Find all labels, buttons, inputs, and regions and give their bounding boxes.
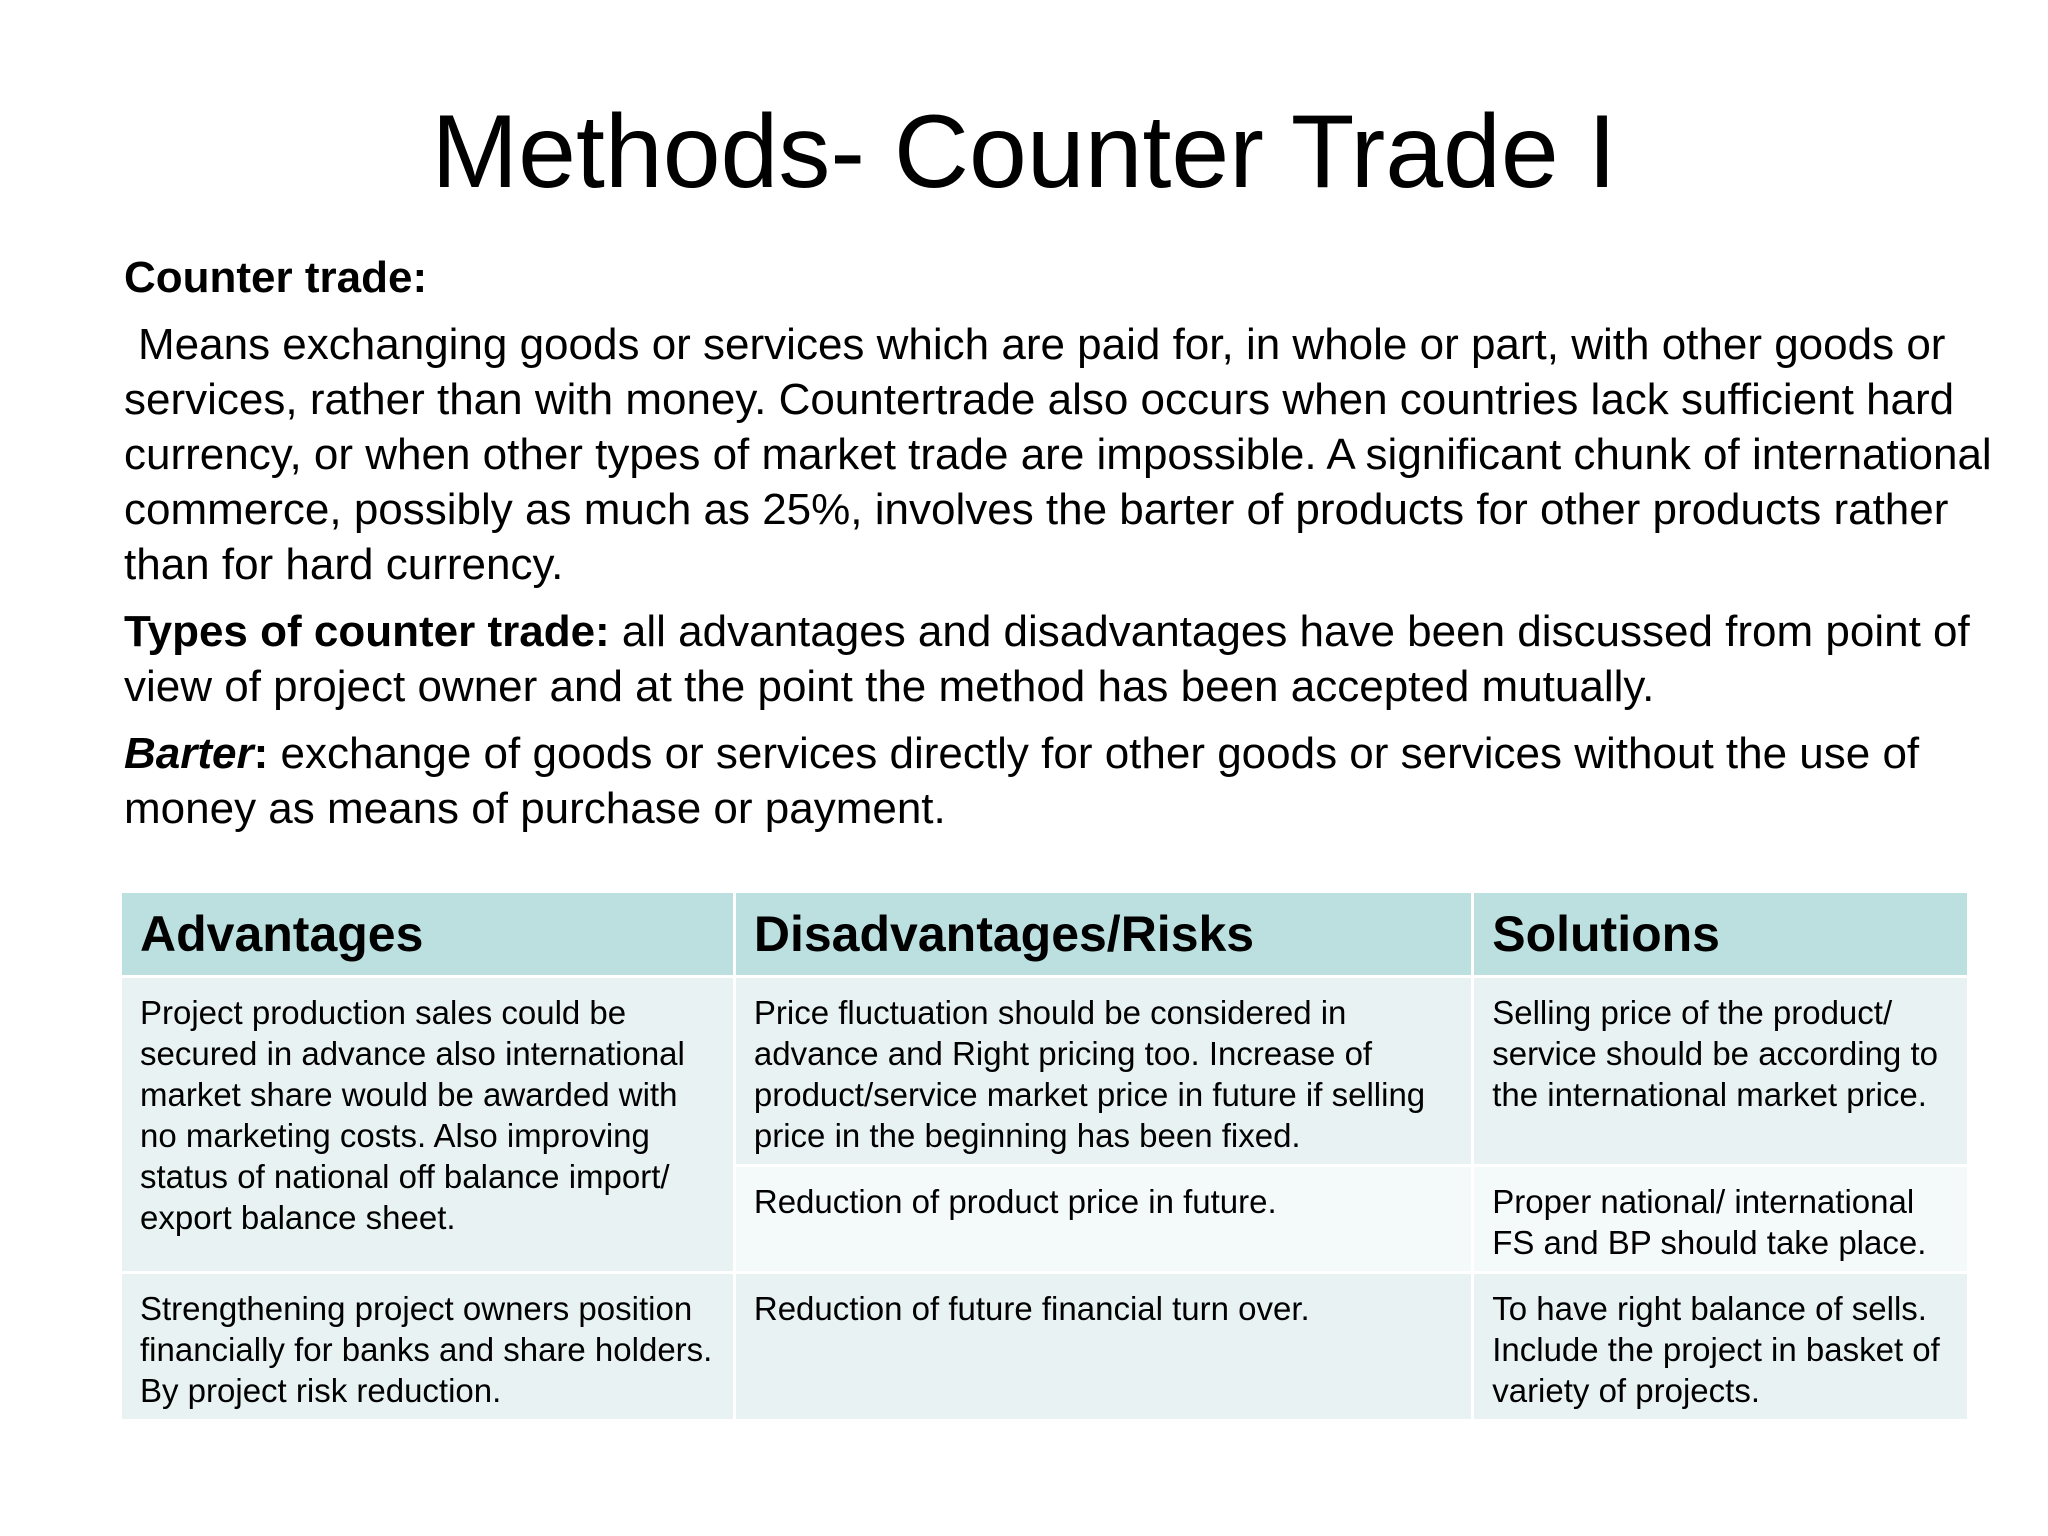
counter-trade-table [119,890,1970,1422]
disadvantage-cell: Reduction of future financial turn over. [734,1273,1472,1421]
solution-cell: To have right balance of sells. Include the project in basket of variety of projects. [1473,1273,1969,1421]
disadvantage-cell: Price fluctuation should be considered in advance and Right pricing too. Increase of product/service market price in future if selling price in the beginning has been fixed. [734,977,1472,1166]
solution-cell: Selling price of the product/ service should be according to the international market price. [1473,977,1969,1166]
advantage-cell: Project production sales could be secured in advance also international market share would be awarded with no marketing costs. Also improving status of national off balance import/ export balance sheet. [121,977,735,1273]
advantage-cell: Strengthening project owners position financially for banks and share holders. By project risk reduction. [121,1273,735,1421]
barter-label: Barter [124,729,254,778]
slide-title: Methods- Counter Trade I [431,94,1617,210]
slide-body [124,250,2004,848]
types-label: Types of counter trade: [124,607,610,656]
header-solutions: Solutions [1473,892,1969,977]
disadvantage-cell: Reduction of product price in future. [734,1166,1472,1273]
types-text: all advantages and disadvantages have been discussed from point of view of project owner and at the point the method has been accepted mutually. [124,607,1970,711]
barter-text: exchange of goods or services directly for other goods or services without the use of money as means of purchase or payment. [124,729,1920,833]
types-paragraph [124,604,2004,714]
section-heading: Counter trade: [124,253,428,302]
header-advantages: Advantages [121,892,735,977]
header-disadvantages: Disadvantages/Risks [734,892,1472,977]
table-row [121,1273,1969,1421]
barter-colon: : [253,729,269,778]
table-row [121,977,1969,1166]
definition-paragraph: Means exchanging goods or services which are paid for, in whole or part, with other goods or services, rather than with money. Countertrade also occurs when countries lack sufficient hard currency, or when other types of market trade are impossible. A significant chunk of international commerce, possibly as much as 25%, involves the barter of products for other products rather than for hard currency. [124,320,1992,589]
table-header-row [121,892,1969,977]
solution-cell: Proper national/ international FS and BP should take place. [1473,1166,1969,1273]
barter-paragraph [124,726,2004,836]
